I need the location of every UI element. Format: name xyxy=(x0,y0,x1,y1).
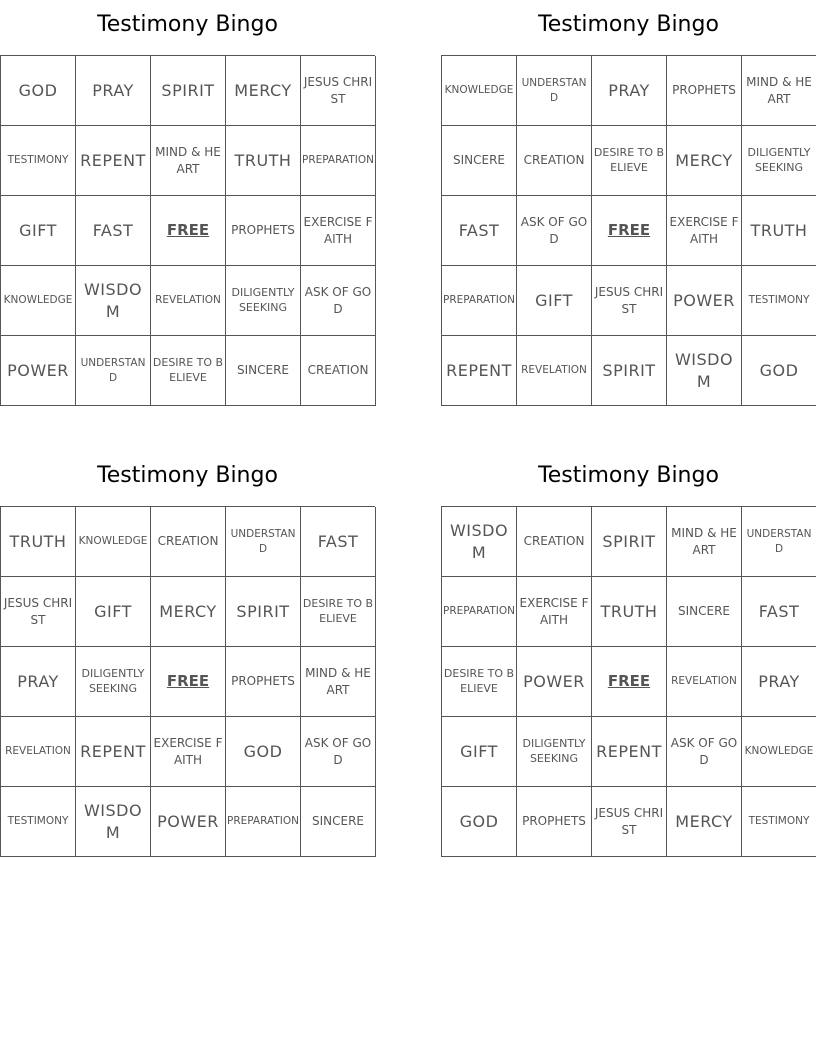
bingo-grid xyxy=(441,55,816,406)
bingo-cell: POWER xyxy=(1,336,76,406)
bingo-grid xyxy=(0,55,375,406)
bingo-cell: GIFT xyxy=(76,577,151,647)
bingo-cell: EXERCISE FAITH xyxy=(151,717,226,787)
bingo-cell: KNOWLEDGE xyxy=(76,507,151,577)
bingo-cell: REVELATION xyxy=(1,717,76,787)
bingo-cell: ASK OF GOD xyxy=(667,717,742,787)
bingo-cell: PROPHETS xyxy=(667,56,742,126)
bingo-cell: CREATION xyxy=(151,507,226,577)
free-space-cell: FREE xyxy=(151,196,226,266)
bingo-cell: JESUS CHRIST xyxy=(301,56,376,126)
bingo-cell: UNDERSTAND xyxy=(742,507,816,577)
bingo-cell: ASK OF GOD xyxy=(301,717,376,787)
bingo-cell: GIFT xyxy=(517,266,592,336)
bingo-cell: TRUTH xyxy=(226,126,301,196)
bingo-cell: JESUS CHRIST xyxy=(592,266,667,336)
bingo-cell: MERCY xyxy=(667,126,742,196)
bingo-cell: MIND & HEART xyxy=(742,56,816,126)
bingo-cell: PROPHETS xyxy=(517,787,592,857)
bingo-cell: EXERCISE FAITH xyxy=(667,196,742,266)
bingo-cell: FAST xyxy=(76,196,151,266)
bingo-cell: UNDERSTAND xyxy=(517,56,592,126)
bingo-cell: ASK OF GOD xyxy=(517,196,592,266)
bingo-cell: DILIGENTLY SEEKING xyxy=(742,126,816,196)
bingo-cell: EXERCISE FAITH xyxy=(301,196,376,266)
bingo-cell: TESTIMONY xyxy=(1,126,76,196)
bingo-cell: REPENT xyxy=(442,336,517,406)
card-title: Testimony Bingo xyxy=(97,463,278,488)
bingo-cell: ASK OF GOD xyxy=(301,266,376,336)
bingo-cell: REVELATION xyxy=(667,647,742,717)
card-title: Testimony Bingo xyxy=(97,12,278,37)
bingo-cell: DESIRE TO BELIEVE xyxy=(592,126,667,196)
bingo-cell: PREPARATION xyxy=(226,787,301,857)
bingo-cell: DILIGENTLY SEEKING xyxy=(76,647,151,717)
bingo-cell: TESTIMONY xyxy=(1,787,76,857)
bingo-cell: DESIRE TO BELIEVE xyxy=(301,577,376,647)
bingo-cell: SINCERE xyxy=(667,577,742,647)
bingo-cell: SPIRIT xyxy=(592,336,667,406)
bingo-cell: REPENT xyxy=(592,717,667,787)
bingo-cell: CREATION xyxy=(517,126,592,196)
bingo-cell: KNOWLEDGE xyxy=(1,266,76,336)
bingo-cell: REVELATION xyxy=(151,266,226,336)
bingo-cell: PREPARATION xyxy=(442,266,517,336)
bingo-cell: DESIRE TO BELIEVE xyxy=(442,647,517,717)
bingo-cell: CREATION xyxy=(517,507,592,577)
bingo-cell: MERCY xyxy=(151,577,226,647)
bingo-cell: WISDOM xyxy=(76,787,151,857)
bingo-cell: WISDOM xyxy=(667,336,742,406)
bingo-cell: MIND & HEART xyxy=(301,647,376,717)
bingo-cell: JESUS CHRIST xyxy=(592,787,667,857)
bingo-cell: SPIRIT xyxy=(226,577,301,647)
bingo-cell: PROPHETS xyxy=(226,196,301,266)
bingo-cell: KNOWLEDGE xyxy=(442,56,517,126)
bingo-cell: PRAY xyxy=(76,56,151,126)
bingo-cell: PRAY xyxy=(1,647,76,717)
bingo-cell: KNOWLEDGE xyxy=(742,717,816,787)
bingo-cell: TRUTH xyxy=(1,507,76,577)
bingo-cell: POWER xyxy=(517,647,592,717)
bingo-cell: GIFT xyxy=(1,196,76,266)
free-space-cell: FREE xyxy=(592,647,667,717)
bingo-cell: GOD xyxy=(1,56,76,126)
bingo-cell: UNDERSTAND xyxy=(76,336,151,406)
bingo-cell: GOD xyxy=(442,787,517,857)
bingo-cell: FAST xyxy=(742,577,816,647)
bingo-cell: GIFT xyxy=(442,717,517,787)
bingo-cell: SPIRIT xyxy=(151,56,226,126)
bingo-cell: MIND & HEART xyxy=(667,507,742,577)
bingo-cell: SINCERE xyxy=(301,787,376,857)
bingo-cell: POWER xyxy=(667,266,742,336)
bingo-cell: CREATION xyxy=(301,336,376,406)
bingo-cell: WISDOM xyxy=(76,266,151,336)
bingo-cell: REPENT xyxy=(76,717,151,787)
bingo-cell: EXERCISE FAITH xyxy=(517,577,592,647)
bingo-cell: REVELATION xyxy=(517,336,592,406)
bingo-cell: DILIGENTLY SEEKING xyxy=(517,717,592,787)
bingo-cell: PREPARATION xyxy=(301,126,376,196)
bingo-cell: PROPHETS xyxy=(226,647,301,717)
bingo-cell: POWER xyxy=(151,787,226,857)
bingo-cell: DILIGENTLY SEEKING xyxy=(226,266,301,336)
bingo-cell: FAST xyxy=(442,196,517,266)
bingo-cell: GOD xyxy=(742,336,816,406)
bingo-cell: JESUS CHRIST xyxy=(1,577,76,647)
bingo-cell: FAST xyxy=(301,507,376,577)
bingo-cell: MERCY xyxy=(667,787,742,857)
bingo-cell: UNDERSTAND xyxy=(226,507,301,577)
bingo-cell: SPIRIT xyxy=(592,507,667,577)
bingo-cell: TESTIMONY xyxy=(742,266,816,336)
free-space-cell: FREE xyxy=(592,196,667,266)
bingo-grid xyxy=(0,506,375,857)
bingo-cell: TRUTH xyxy=(592,577,667,647)
bingo-cell: PRAY xyxy=(592,56,667,126)
free-space-cell: FREE xyxy=(151,647,226,717)
bingo-cell: REPENT xyxy=(76,126,151,196)
card-title: Testimony Bingo xyxy=(538,12,719,37)
bingo-cell: MIND & HEART xyxy=(151,126,226,196)
bingo-cell: TESTIMONY xyxy=(742,787,816,857)
bingo-cell: MERCY xyxy=(226,56,301,126)
bingo-cell: PRAY xyxy=(742,647,816,717)
bingo-cell: SINCERE xyxy=(226,336,301,406)
bingo-cell: PREPARATION xyxy=(442,577,517,647)
bingo-cell: DESIRE TO BELIEVE xyxy=(151,336,226,406)
bingo-cell: SINCERE xyxy=(442,126,517,196)
bingo-cell: WISDOM xyxy=(442,507,517,577)
card-title: Testimony Bingo xyxy=(538,463,719,488)
bingo-cell: GOD xyxy=(226,717,301,787)
bingo-cell: TRUTH xyxy=(742,196,816,266)
bingo-grid xyxy=(441,506,816,857)
